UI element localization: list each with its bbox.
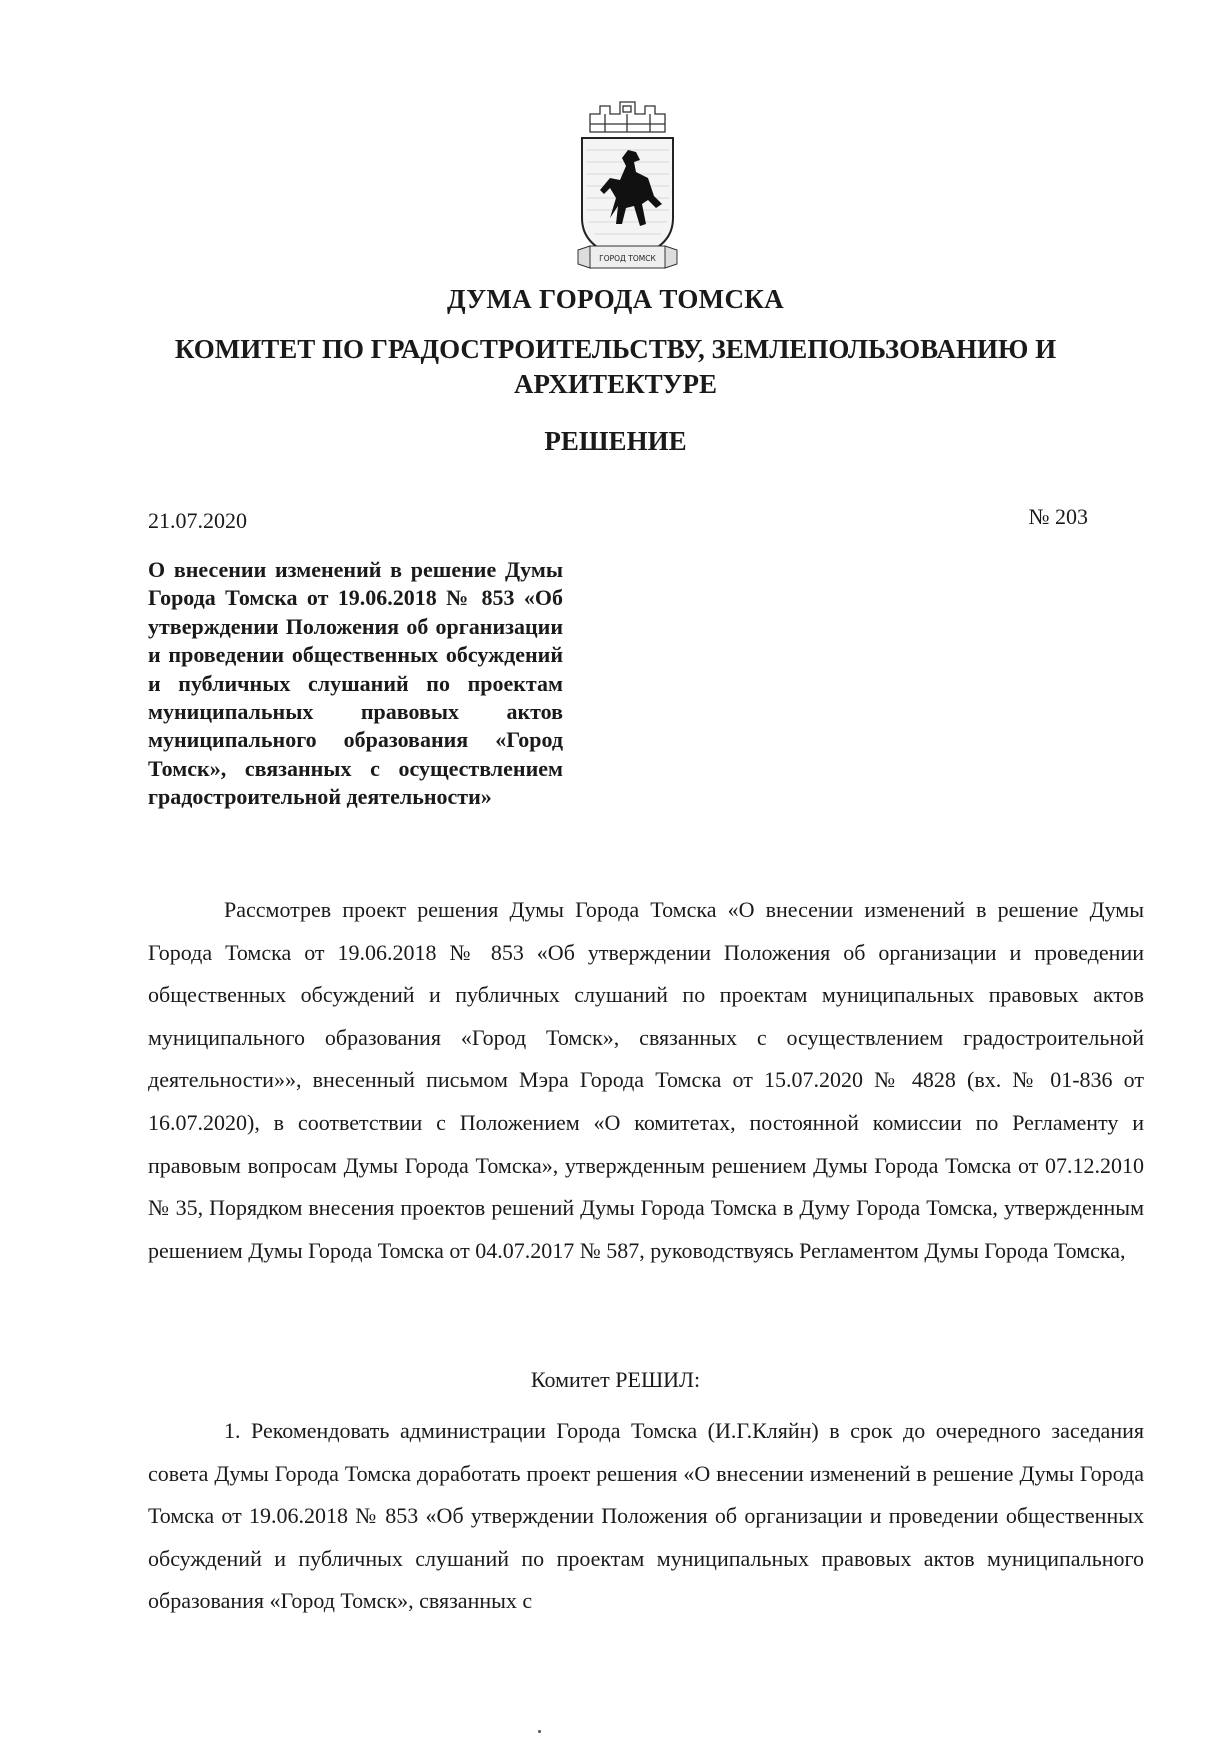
- document-subject: О внесении изменений в решение Думы Города Томска от 19.06.2018 № 853 «Об утверждении Положения об организации и проведении общественных обсуждений и публичных слушаний по проектам муниципальных правовых актов муниципального образования «Город Томск», связанных с осуществлением градостроительной деятельности»: [148, 557, 563, 810]
- committee-resolved: Комитет РЕШИЛ:: [530, 1367, 701, 1392]
- document-date: 21.07.2020: [148, 508, 247, 533]
- title-decision: РЕШЕНИЕ: [544, 426, 687, 456]
- title-committee: КОМИТЕТ ПО ГРАДОСТРОИТЕЛЬСТВУ, ЗЕМЛЕПОЛЬЗОВАНИЮ И АРХИТЕКТУРЕ: [174, 334, 1057, 399]
- scan-dot: [538, 1730, 541, 1733]
- body-paragraph-1: Рассмотрев проект решения Думы Города Томска «О внесении изменений в решение Думы Города Томска от 19.06.2018 № 853 «Об утверждении Положения об организации и проведении общественных обсуждений и публичных слушаний по проектам муниципальных правовых актов муниципального образования «Город Томск», связанных с осуществлением градостроительной деятельности»», внесенный письмом Мэра Города Томска от 15.07.2020 № 4828 (вх. № 01-836 от 16.07.2020), в соответствии с Положением «О комитетах, постоянной комиссии по Регламенту и правовым вопросам Думы Города Томска», утвержденным решением Думы Города Томска от 07.12.2010 № 35, Порядком внесения проектов решений Думы Города Томска в Думу Города Томска, утвержденным решением Думы Города Томска от 04.07.2017 № 587, руководствуясь Регламентом Думы Города Томска,: [148, 897, 1144, 1263]
- document-number: № 203: [1028, 504, 1088, 529]
- tomsk-coat-of-arms-icon: [570, 100, 685, 272]
- svg-text:ГОРОД ТОМСК: ГОРОД ТОМСК: [599, 254, 656, 263]
- body-paragraph-2: 1. Рекомендовать администрации Города Томска (И.Г.Кляйн) в срок до очередного заседания совета Думы Города Томска доработать проект решения «О внесении изменений в решение Думы Города Томска от 19.06.2018 № 853 «Об утверждении Положения об организации и проведении общественных обсуждений и публичных слушаний по проектам муниципальных правовых актов муниципального образования «Город Томск», связанных с: [148, 1418, 1144, 1614]
- title-duma: ДУМА ГОРОДА ТОМСКА: [447, 284, 784, 314]
